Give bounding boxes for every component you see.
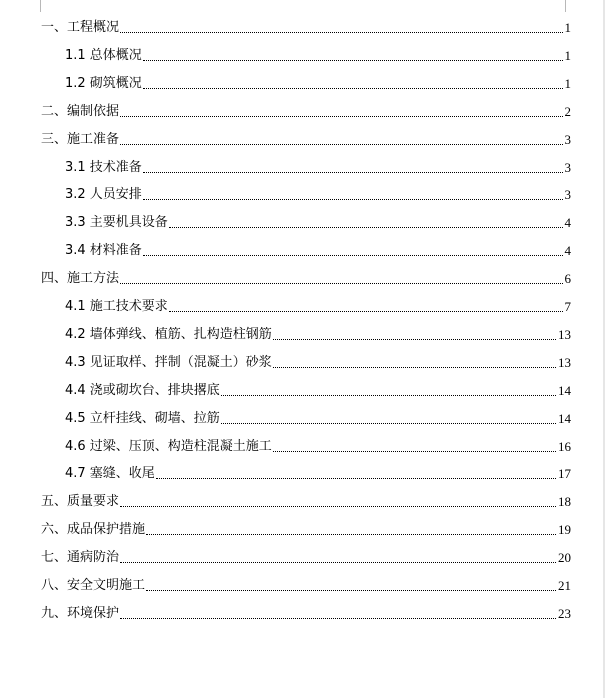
toc-dot-leader	[120, 562, 556, 563]
toc-dot-leader	[146, 534, 556, 535]
toc-dot-leader	[221, 395, 556, 396]
toc-entry[interactable]	[41, 268, 571, 288]
toc-entry-title: 3.3 主要机具设备	[65, 215, 168, 231]
toc-entry-page-number: 3	[564, 159, 571, 175]
toc-dot-leader	[120, 283, 562, 284]
toc-entry[interactable]	[65, 45, 571, 65]
toc-dot-leader	[273, 367, 556, 368]
toc-entry[interactable]	[65, 380, 571, 400]
toc-entry-title: 3.1 技术准备	[65, 159, 142, 175]
toc-dot-leader	[221, 423, 556, 424]
toc-entry-page-number: 23	[558, 605, 571, 621]
toc-entry-title: 五、质量要求	[41, 494, 120, 510]
toc-entry-title: 4.6 过梁、压顶、构造柱混凝土施工	[65, 438, 272, 454]
toc-entry-title: 3.2 人员安排	[65, 187, 142, 203]
toc-entry[interactable]	[65, 436, 571, 456]
toc-dot-leader	[120, 506, 556, 507]
toc-entry-title: 4.1 施工技术要求	[65, 299, 168, 314]
toc-entry[interactable]	[65, 212, 571, 232]
toc-entry-page-number: 3	[564, 187, 571, 203]
toc-entry-page-number: 17	[558, 466, 571, 482]
toc-dot-leader	[143, 60, 563, 61]
toc-entry-page-number: 13	[558, 326, 571, 342]
toc-dot-leader	[146, 590, 556, 591]
toc-entry-title: 3.4 材料准备	[65, 243, 142, 259]
toc-entry[interactable]	[65, 184, 571, 204]
toc-entry-page-number: 1	[564, 47, 571, 63]
toc-dot-leader	[120, 618, 556, 619]
page-corner-mark-top-left	[26, 0, 41, 12]
toc-entry[interactable]	[65, 324, 571, 344]
toc-entry[interactable]	[65, 157, 571, 177]
toc-entry-title: 一、工程概况	[41, 20, 120, 35]
toc-dot-leader	[120, 144, 562, 145]
toc-entry-title: 六、成品保护措施	[41, 522, 146, 538]
toc-entry-title: 二、编制依据	[41, 103, 120, 119]
toc-dot-leader	[156, 478, 556, 479]
toc-entry[interactable]	[41, 575, 571, 595]
toc-entry-page-number: 6	[564, 271, 571, 287]
toc-dot-leader	[169, 227, 563, 228]
toc-entry-page-number: 21	[558, 578, 571, 593]
toc-dot-leader	[169, 311, 563, 312]
toc-entry-title: 4.3 见证取样、拌制（混凝土）砂浆	[65, 354, 272, 370]
toc-entry[interactable]	[65, 296, 571, 316]
toc-entry-page-number: 19	[558, 522, 571, 538]
toc-entry-page-number: 4	[564, 243, 571, 259]
toc-entry-page-number: 14	[558, 382, 571, 398]
toc-entry[interactable]	[41, 603, 571, 623]
toc-entry-title: 4.7 塞缝、收尾	[65, 466, 155, 482]
toc-entry-title: 4.4 浇或砌坎台、排块撂底	[65, 382, 220, 398]
toc-entry-page-number: 4	[564, 215, 571, 231]
toc-dot-leader	[143, 255, 563, 256]
toc-entry-page-number: 2	[564, 103, 571, 119]
toc-entry[interactable]	[65, 73, 571, 93]
toc-dot-leader	[120, 116, 562, 117]
toc-entry-page-number: 1	[564, 20, 571, 35]
toc-entry-title: 四、施工方法	[41, 271, 120, 287]
toc-entry[interactable]	[41, 547, 571, 567]
toc-dot-leader	[143, 172, 563, 173]
toc-entry-page-number: 7	[564, 299, 571, 314]
toc-entry-page-number: 14	[558, 410, 571, 426]
toc-entry[interactable]	[65, 240, 571, 260]
toc-entry-title: 4.5 立杆挂线、砌墙、拉筋	[65, 410, 220, 426]
toc-entry-title: 三、施工准备	[41, 131, 120, 147]
toc-entry-page-number: 18	[558, 494, 571, 510]
toc-entry[interactable]	[41, 129, 571, 149]
toc-entry[interactable]	[41, 491, 571, 511]
toc-dot-leader	[273, 451, 556, 452]
toc-dot-leader	[143, 88, 563, 89]
toc-entry[interactable]	[65, 352, 571, 372]
toc-entry-title: 1.1 总体概况	[65, 47, 142, 63]
toc-entry[interactable]	[41, 519, 571, 539]
toc-dot-leader	[120, 32, 562, 33]
toc-dot-leader	[143, 199, 563, 200]
toc-dot-leader	[273, 339, 556, 340]
toc-entry[interactable]	[41, 101, 571, 121]
toc-entry-title: 七、通病防治	[41, 550, 120, 566]
toc-entry-page-number: 1	[564, 75, 571, 91]
toc-entry-title: 1.2 砌筑概况	[65, 75, 142, 91]
toc-entry-title: 八、安全文明施工	[41, 578, 146, 593]
toc-entry[interactable]	[41, 17, 571, 37]
page-corner-mark-top-right	[565, 0, 580, 12]
toc-entry[interactable]	[65, 463, 571, 483]
toc-entry[interactable]	[65, 408, 571, 428]
toc-entry-page-number: 20	[558, 550, 571, 566]
toc-entry-page-number: 16	[558, 438, 571, 454]
toc-entry-title: 4.2 墙体弹线、植筋、扎构造柱钢筋	[65, 326, 272, 342]
toc-entry-page-number: 13	[558, 354, 571, 370]
toc-entry-title: 九、环境保护	[41, 605, 120, 621]
toc-entry-page-number: 3	[564, 131, 571, 147]
